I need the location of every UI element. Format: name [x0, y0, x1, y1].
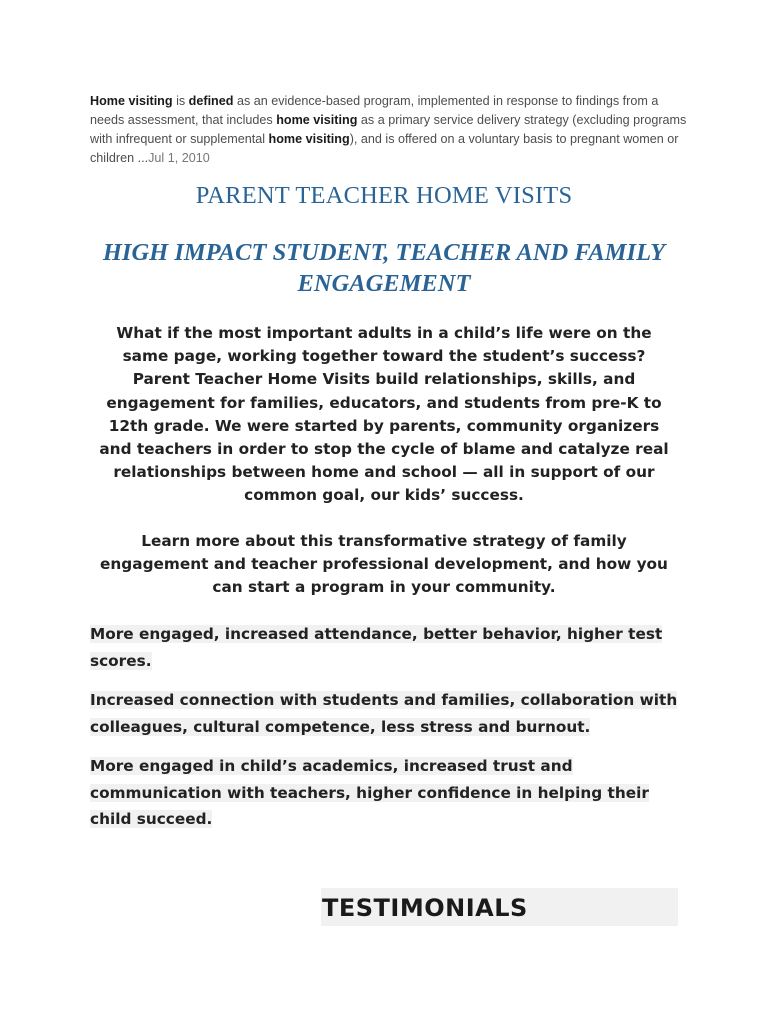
- benefit-text: More engaged, increased attendance, better behavior, higher test scores.: [90, 625, 663, 670]
- benefit-students: [90, 621, 690, 674]
- testimonials-heading: [321, 888, 678, 926]
- snippet-term: Home visiting: [90, 94, 173, 108]
- snippet-term: home visiting: [276, 113, 358, 127]
- snippet-term: defined: [188, 94, 234, 108]
- snippet-text: ), and is offered on a voluntary basis to pregnant women or children ...: [90, 132, 679, 165]
- snippet-date: Jul 1, 2010: [148, 151, 210, 165]
- intro-paragraph: What if the most important adults in a child’s life were on the same page, working together toward the student’s success? Parent Teacher Home Visits build relationships, skills, and engagement for families, educators, and students from pre-K to 12th grade. We were started by parents, community organizers and teachers in order to stop the cycle of blame and catalyze real relationships between home and school — all in support of our common goal, our kids’ success.: [99, 324, 669, 505]
- search-snippet: [90, 92, 690, 168]
- benefit-text: Increased connection with students and families, collaboration with colleagues, cultural competence, less stress and burnout.: [90, 691, 678, 736]
- page-subtitle: HIGH IMPACT STUDENT, TEACHER AND FAMILY ENGAGEMENT: [102, 239, 666, 297]
- benefit-teachers: [90, 687, 690, 740]
- snippet-text: as an evidence-based program, implemented in response to findings from a needs assessment, that includes: [90, 94, 659, 127]
- learn-more-paragraph: Learn more about this transformative strategy of family engagement and teacher professional development, and how you can start a program in your community.: [100, 532, 668, 597]
- benefit-text: More engaged in child’s academics, increased trust and communication with teachers, higher confidence in helping their child succeed.: [90, 757, 649, 828]
- testimonials-label: TESTIMONIALS: [322, 894, 528, 922]
- page-title: PARENT TEACHER HOME VISITS: [195, 182, 573, 209]
- snippet-term: home visiting: [268, 132, 350, 146]
- snippet-text: as a primary service delivery strategy (excluding programs with infrequent or supplemental: [90, 113, 687, 146]
- snippet-text: is: [172, 94, 189, 108]
- benefit-families: [90, 753, 690, 833]
